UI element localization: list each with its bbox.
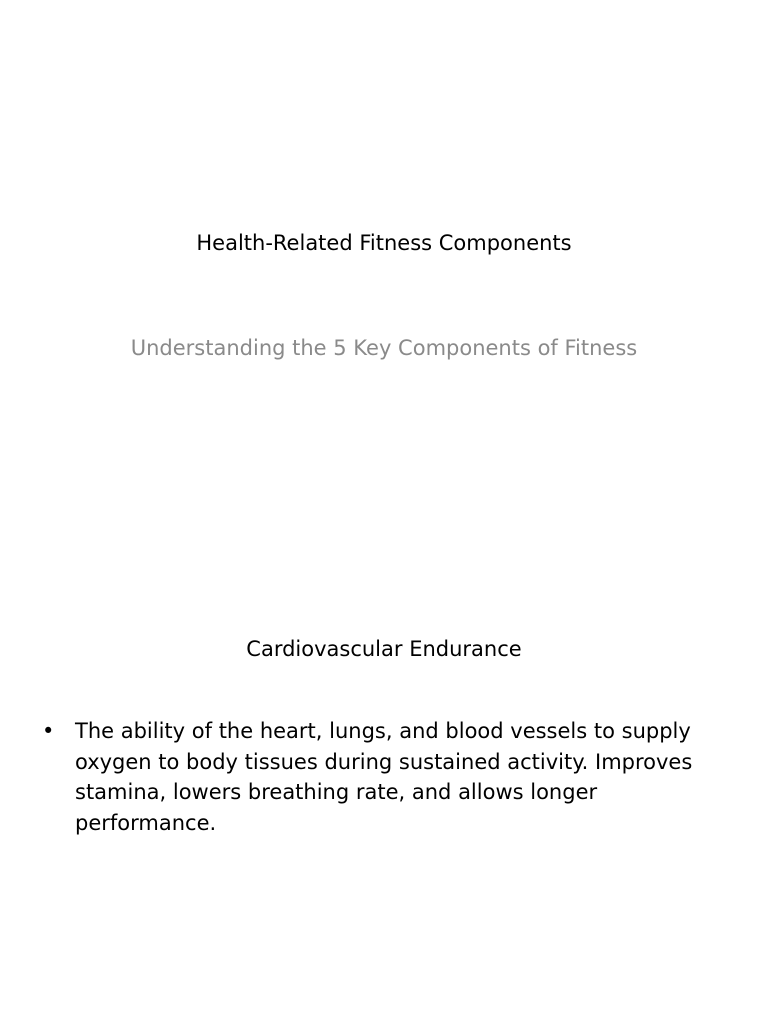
bullet-text: The ability of the heart, lungs, and blood vessels to supply oxygen to body tissues during sustained activity. Improves stamina, lowers breathing rate, and allows longer performance. [75,719,693,835]
slide-subtitle: Understanding the 5 Key Components of Fitness [130,336,638,360]
bullet-list [40,716,700,838]
bullet-item [40,716,700,838]
slide-cardiovascular [0,512,768,1024]
slide-title-heading: Health-Related Fitness Components [196,231,572,255]
slide-heading: Cardiovascular Endurance [246,637,522,661]
bullet-icon: • [42,719,55,743]
